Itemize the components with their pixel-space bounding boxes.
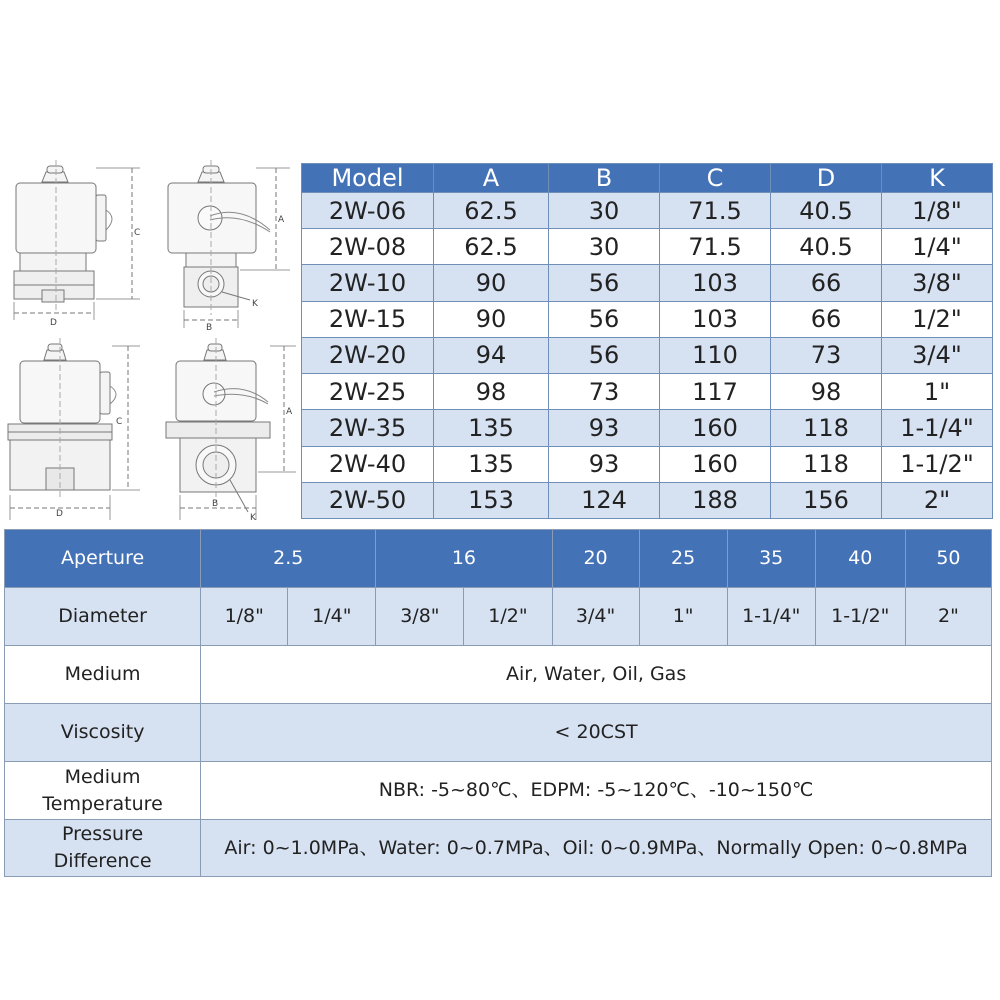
table-cell: 94 [434, 337, 549, 373]
table-cell: 117 [660, 374, 771, 410]
table-cell: 93 [549, 446, 660, 482]
large-valve-front-view [166, 338, 296, 520]
table-cell: 2W-40 [302, 446, 434, 482]
medium-value: Air, Water, Oil, Gas [201, 646, 992, 704]
table-cell: 30 [549, 229, 660, 265]
table-cell: 1" [882, 374, 993, 410]
table-cell: 103 [660, 301, 771, 337]
table-cell: 40.5 [771, 193, 882, 229]
temperature-label-line: Temperature [42, 792, 163, 815]
medium-row [5, 646, 992, 704]
table-cell: 2W-15 [302, 301, 434, 337]
table-cell: 3/4" [882, 337, 993, 373]
table-cell: 135 [434, 410, 549, 446]
diameter-value: 1-1/4" [727, 588, 815, 646]
dimension-table [301, 163, 993, 519]
table-cell: 2W-08 [302, 229, 434, 265]
table-cell: 56 [549, 301, 660, 337]
table-row [302, 374, 993, 410]
small-valve-front-view [168, 160, 290, 328]
diameter-value: 1/8" [201, 588, 288, 646]
pressure-label-line: Difference [53, 850, 152, 872]
diameter-value: 2" [905, 588, 991, 646]
table-cell: 2" [882, 482, 993, 518]
table-cell: 103 [660, 265, 771, 301]
table-cell: 2W-50 [302, 482, 434, 518]
aperture-value: 16 [376, 530, 552, 588]
table-row [302, 265, 993, 301]
table-cell: 73 [549, 374, 660, 410]
table-cell: 3/8" [882, 265, 993, 301]
temperature-value: NBR: -5~80℃、EDPM: -5~120℃、-10~150℃ [201, 762, 992, 820]
large-valve-side-view [8, 338, 140, 520]
diameter-value: 1/4" [288, 588, 376, 646]
table-cell: 2W-06 [302, 193, 434, 229]
table-row [302, 193, 993, 229]
diameter-value: 3/4" [552, 588, 639, 646]
valve-technical-drawings [0, 150, 300, 530]
table-row [302, 229, 993, 265]
pressure-label-line: Pressure [62, 823, 144, 845]
column-header-b: B [549, 164, 660, 193]
table-cell: 135 [434, 446, 549, 482]
aperture-label: Aperture [5, 530, 201, 588]
column-header-k: K [882, 164, 993, 193]
temperature-row [5, 762, 992, 820]
table-cell: 62.5 [434, 193, 549, 229]
table-row [302, 410, 993, 446]
dimension-label-a: A [278, 215, 285, 225]
table-cell: 1/4" [882, 229, 993, 265]
viscosity-row [5, 704, 992, 762]
table-cell: 98 [771, 374, 882, 410]
table-row [302, 446, 993, 482]
aperture-value: 40 [815, 530, 905, 588]
diameter-label: Diameter [5, 588, 201, 646]
temperature-label-line: Medium [64, 765, 141, 788]
viscosity-label: Viscosity [5, 704, 201, 762]
diameter-row [5, 588, 992, 646]
table-cell: 2W-25 [302, 374, 434, 410]
dimension-label-d: D [50, 318, 57, 328]
dimension-label-c: C [134, 228, 141, 238]
diameter-value: 1" [639, 588, 727, 646]
table-cell: 160 [660, 446, 771, 482]
dimension-label-k: K [250, 513, 256, 523]
table-cell: 1/8" [882, 193, 993, 229]
table-cell: 30 [549, 193, 660, 229]
diameter-value: 1/2" [464, 588, 552, 646]
table-cell: 93 [549, 410, 660, 446]
aperture-row [5, 530, 992, 588]
pressure-value: Air: 0~1.0MPa、Water: 0~0.7MPa、Oil: 0~0.9MPa、Normally Open: 0~0.8MPa [201, 820, 992, 877]
table-row [302, 337, 993, 373]
table-cell: 118 [771, 446, 882, 482]
table-row [302, 482, 993, 518]
table-cell: 1-1/2" [882, 446, 993, 482]
table-cell: 66 [771, 301, 882, 337]
column-header-model: Model [302, 164, 434, 193]
column-header-d: D [771, 164, 882, 193]
column-header-a: A [434, 164, 549, 193]
column-header-c: C [660, 164, 771, 193]
table-cell: 1/2" [882, 301, 993, 337]
table-cell: 90 [434, 265, 549, 301]
dimension-table-header [302, 164, 993, 193]
dimension-label-b: B [212, 499, 219, 509]
viscosity-value: < 20CST [201, 704, 992, 762]
table-cell: 71.5 [660, 193, 771, 229]
table-cell: 153 [434, 482, 549, 518]
diameter-value: 1-1/2" [815, 588, 905, 646]
aperture-value: 20 [552, 530, 639, 588]
table-cell: 110 [660, 337, 771, 373]
table-cell: 156 [771, 482, 882, 518]
pressure-row [5, 820, 992, 877]
diameter-value: 3/8" [376, 588, 464, 646]
table-cell: 160 [660, 410, 771, 446]
table-cell: 90 [434, 301, 549, 337]
dimension-label-k: K [252, 299, 258, 309]
dimension-label-a: A [286, 407, 293, 417]
aperture-value: 35 [727, 530, 815, 588]
medium-label: Medium [5, 646, 201, 704]
table-cell: 188 [660, 482, 771, 518]
temperature-label [5, 762, 201, 820]
dimension-label-d: D [56, 509, 63, 519]
table-row [302, 301, 993, 337]
table-cell: 2W-20 [302, 337, 434, 373]
table-cell: 124 [549, 482, 660, 518]
specification-table [4, 529, 992, 877]
table-cell: 40.5 [771, 229, 882, 265]
table-cell: 73 [771, 337, 882, 373]
table-cell: 66 [771, 265, 882, 301]
aperture-value: 25 [639, 530, 727, 588]
small-valve-side-view [14, 160, 140, 320]
table-cell: 62.5 [434, 229, 549, 265]
pressure-label [5, 820, 201, 877]
table-cell: 1-1/4" [882, 410, 993, 446]
dimension-label-c: C [116, 417, 123, 427]
dimension-label-b: B [206, 323, 213, 333]
table-cell: 56 [549, 337, 660, 373]
table-cell: 2W-35 [302, 410, 434, 446]
aperture-value: 50 [905, 530, 991, 588]
table-cell: 56 [549, 265, 660, 301]
table-cell: 2W-10 [302, 265, 434, 301]
table-cell: 71.5 [660, 229, 771, 265]
aperture-value: 2.5 [201, 530, 376, 588]
table-cell: 98 [434, 374, 549, 410]
table-cell: 118 [771, 410, 882, 446]
